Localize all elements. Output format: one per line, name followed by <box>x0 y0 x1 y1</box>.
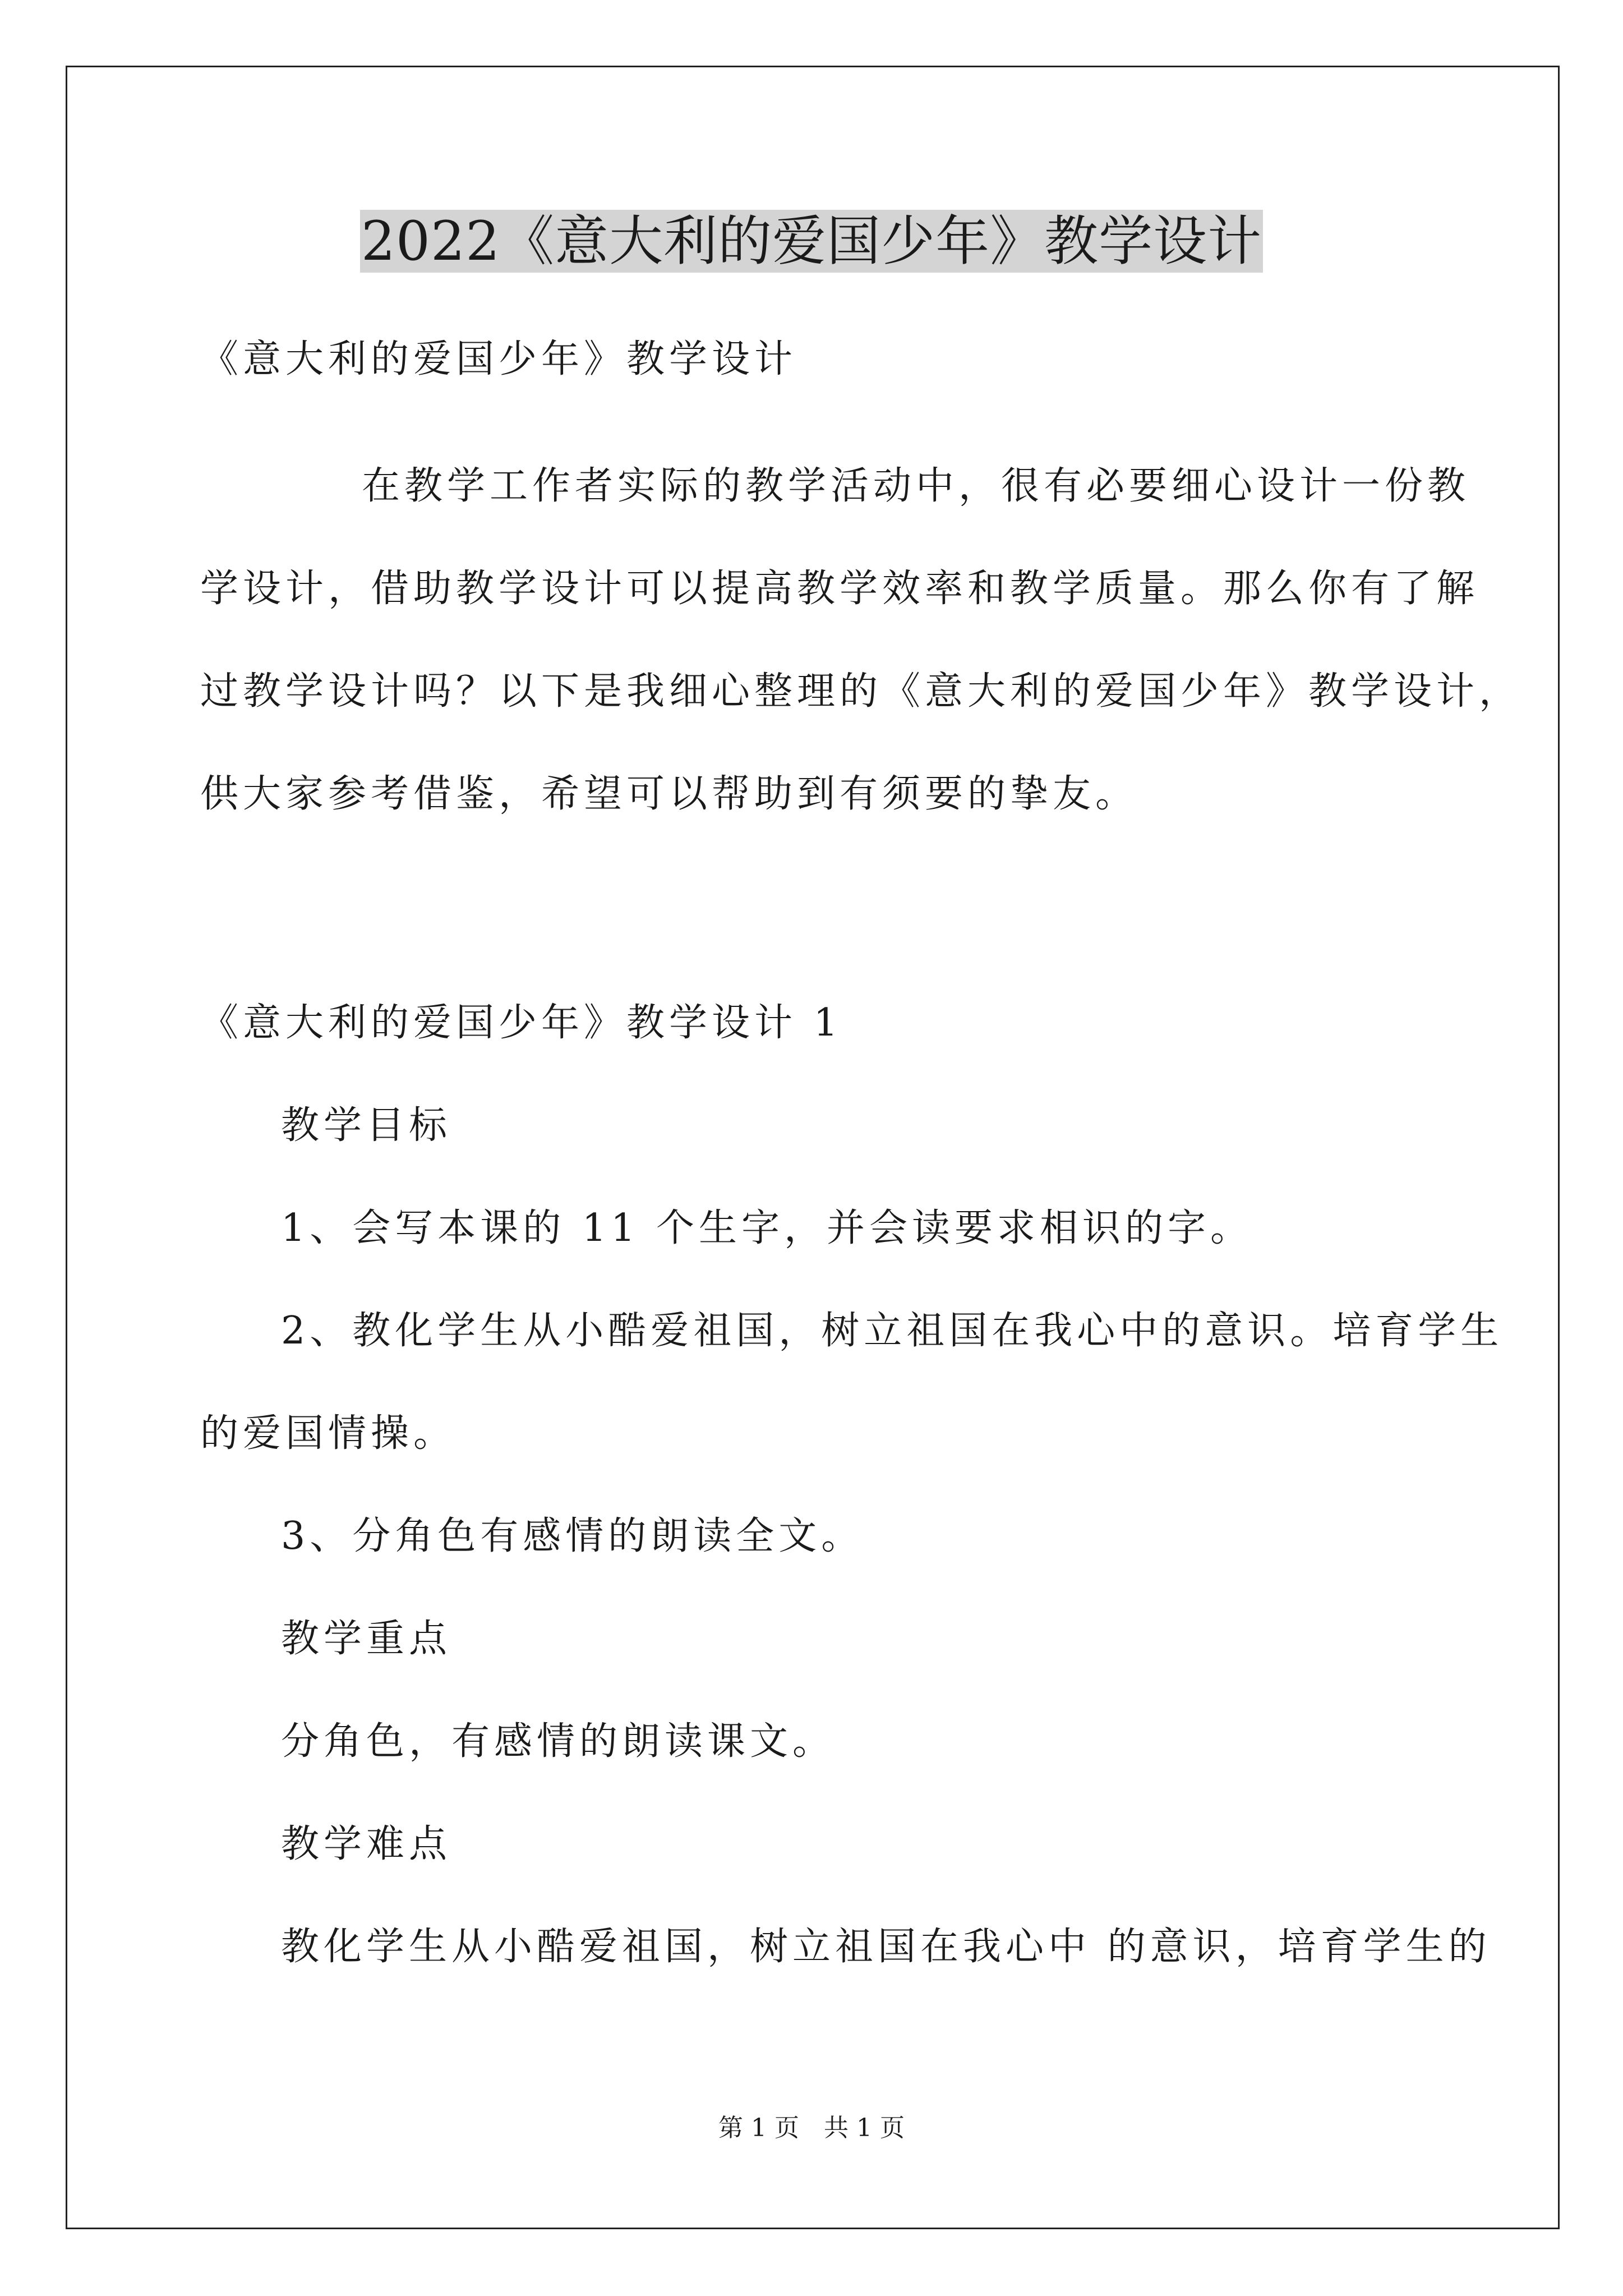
intro-line-4: 供大家参考借鉴，希望可以帮助到有须要的挚友。 <box>200 772 1138 816</box>
key-point-text: 分角色，有感情的朗读课文。 <box>281 1719 836 1764</box>
heading-teaching-goals: 教学目标 <box>281 1103 452 1148</box>
heading-key-points: 教学重点 <box>281 1617 452 1661</box>
goal-1: 1、会写本课的 11 个生字，并会读要求相识的字。 <box>281 1206 1253 1250</box>
goal-2-line-1: 2、教化学生从小酷爱祖国，树立祖国在我心中的意识。培育学生 <box>281 1309 1504 1353</box>
document-title-text: 2022《意大利的爱国少年》教学设计 <box>361 210 1262 273</box>
section-heading: 《意大利的爱国少年》教学设计 1 <box>200 1001 842 1045</box>
heading-difficulties: 教学难点 <box>281 1822 452 1866</box>
intro-line-3: 过教学设计吗？以下是我细心整理的《意大利的爱国少年》教学设计， <box>200 669 1522 714</box>
intro-line-1: 在教学工作者实际的教学活动中，很有必要细心设计一份教 <box>362 464 1470 508</box>
goal-3: 3、分角色有感情的朗读全文。 <box>281 1514 864 1558</box>
document-title <box>0 202 1623 280</box>
page-footer <box>0 2111 1623 2145</box>
difficulty-text: 教化学生从小酷爱祖国，树立祖国在我心中 的意识，培育学生的 <box>281 1925 1491 1969</box>
goal-2-line-2: 的爱国情操。 <box>200 1411 457 1456</box>
intro-line-2: 学设计，借助教学设计可以提高教学效率和教学质量。那么你有了解 <box>200 567 1479 611</box>
page-total: 共 1 页 <box>824 2114 905 2142</box>
page-number: 第 1 页 <box>718 2114 799 2142</box>
subtitle-line: 《意大利的爱国少年》教学设计 <box>200 337 797 381</box>
